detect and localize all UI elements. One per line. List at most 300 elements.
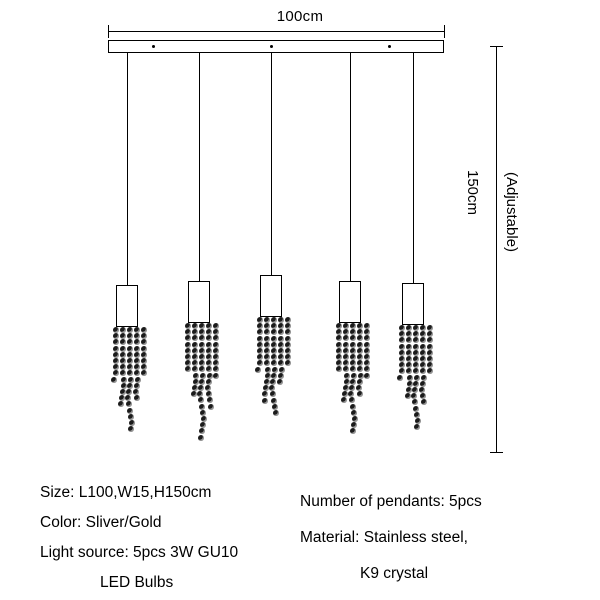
crystal-bead <box>134 352 140 358</box>
crystal-bead <box>406 362 412 368</box>
crystal-bead <box>427 337 433 343</box>
crystal-bead <box>199 379 205 385</box>
crystal-bead <box>134 383 140 389</box>
crystal-bead <box>264 360 270 366</box>
crystal-bead <box>199 354 205 360</box>
crystal-bead <box>427 356 433 362</box>
crystal-bead <box>141 346 147 352</box>
crystal-bead <box>257 329 263 335</box>
crystal-bead <box>199 335 205 341</box>
crystal-bead <box>364 348 370 354</box>
crystal-bead <box>111 377 117 383</box>
crystal-bead <box>349 397 355 403</box>
crystal-bead <box>120 352 126 358</box>
crystal-bead <box>113 352 119 358</box>
crystal-bead <box>192 348 198 354</box>
crystal-bead <box>420 350 426 356</box>
crystal-bead <box>427 325 433 331</box>
crystal-bead <box>343 360 349 366</box>
crystal-bead <box>265 373 271 379</box>
crystal-bead <box>406 356 412 362</box>
crystal-bead <box>206 360 212 366</box>
crystal-bead <box>343 323 349 329</box>
crystal-bead <box>200 410 206 416</box>
crystal-bead <box>421 375 427 381</box>
crystal-bead <box>420 368 426 374</box>
crystal-bead <box>113 346 119 352</box>
crystal-bead <box>397 375 403 381</box>
crystal-bead <box>185 354 191 360</box>
crystal-bead <box>113 364 119 370</box>
crystal-bead <box>269 385 275 391</box>
crystal-bead <box>420 337 426 343</box>
crystal-bead <box>357 360 363 366</box>
crystal-bead <box>264 348 270 354</box>
spec-line: Light source: 5pcs 3W GU10 <box>40 544 239 561</box>
crystal-bead <box>406 325 412 331</box>
ceiling-canopy-plate <box>108 40 444 53</box>
crystal-bead <box>126 401 132 407</box>
crystal-bead <box>364 323 370 329</box>
crystal-bead <box>121 377 127 383</box>
crystal-bead <box>357 329 363 335</box>
crystal-bead <box>206 323 212 329</box>
crystal-bead <box>185 329 191 335</box>
crystal-bead <box>200 373 206 379</box>
crystal-bead <box>406 350 412 356</box>
crystal-bead <box>343 385 349 391</box>
crystal-bead <box>127 383 133 389</box>
crystal-bead <box>263 385 269 391</box>
crystal-bead <box>134 364 140 370</box>
crystal-bead <box>206 366 212 372</box>
spec-line: Size: L100,W15,H150cm <box>40 484 212 501</box>
crystal-bead <box>264 342 270 348</box>
crystal-bead <box>427 368 433 374</box>
crystal-bead <box>185 323 191 329</box>
crystal-bead <box>118 401 124 407</box>
crystal-bead <box>406 331 412 337</box>
crystal-bead <box>278 354 284 360</box>
crystal-bead <box>213 323 219 329</box>
spec-line: K9 crystal <box>360 565 429 582</box>
crystal-bead <box>277 379 283 385</box>
crystal-bead <box>399 344 405 350</box>
crystal-bead <box>278 360 284 366</box>
crystal-bead <box>285 360 291 366</box>
crystal-bead <box>350 348 356 354</box>
crystal-bead <box>420 325 426 331</box>
crystal-bead <box>350 379 356 385</box>
crystal-bead <box>279 367 285 373</box>
spec-line: Number of pendants: 5pcs <box>300 493 482 510</box>
crystal-bead <box>420 362 426 368</box>
crystal-bead <box>349 385 355 391</box>
crystal-bead <box>206 391 212 397</box>
crystal-bead <box>357 354 363 360</box>
crystal-bead <box>344 379 350 385</box>
crystal-bead <box>257 336 263 342</box>
crystal-bead <box>413 356 419 362</box>
crystal-bead <box>199 428 205 434</box>
crystal-bead <box>357 323 363 329</box>
crystal-bead <box>343 329 349 335</box>
crystal-bead <box>262 398 268 404</box>
crystal-bead <box>357 391 363 397</box>
top-dimension-label: 100cm <box>276 8 324 25</box>
crystal-bead <box>208 404 214 410</box>
crystal-bead <box>420 331 426 337</box>
crystal-bead <box>264 336 270 342</box>
crystal-bead <box>127 408 133 414</box>
crystal-bead <box>192 335 198 341</box>
crystal-bead <box>199 348 205 354</box>
crystal-bead <box>257 342 263 348</box>
crystal-bead <box>406 368 412 374</box>
crystal-bead <box>336 354 342 360</box>
crystal-bead <box>357 335 363 341</box>
crystal-bead <box>185 348 191 354</box>
crystal-bead <box>113 333 119 339</box>
crystal-bead <box>192 342 198 348</box>
crystal-bead <box>413 362 419 368</box>
crystal-bead <box>207 373 213 379</box>
crystal-bead <box>192 360 198 366</box>
crystal-bead <box>128 426 134 432</box>
crystal-bead <box>407 375 413 381</box>
crystal-bead <box>285 329 291 335</box>
crystal-bead <box>427 344 433 350</box>
crystal-bead <box>120 339 126 345</box>
right-dimension-cap-bottom <box>490 452 503 453</box>
crystal-bead <box>213 360 219 366</box>
crystal-bead <box>199 404 205 410</box>
crystal-bead <box>415 418 421 424</box>
crystal-bead <box>413 337 419 343</box>
crystal-bead <box>193 373 199 379</box>
specs-right-column <box>300 484 482 592</box>
crystal-bead <box>121 383 127 389</box>
crystal-bead <box>414 375 420 381</box>
crystal-bead <box>264 317 270 323</box>
crystal-bead <box>420 393 426 399</box>
crystal-bead <box>120 327 126 333</box>
crystal-bead <box>351 410 357 416</box>
crystal-bead <box>271 360 277 366</box>
pendant-tube <box>339 281 361 323</box>
crystal-bead <box>120 333 126 339</box>
crystal-bead <box>357 348 363 354</box>
crystal-bead <box>185 360 191 366</box>
crystal-bead <box>206 354 212 360</box>
crystal-bead <box>344 373 350 379</box>
specs-left-column <box>40 478 238 598</box>
crystal-bead <box>257 317 263 323</box>
crystal-bead <box>127 327 133 333</box>
crystal-bead <box>270 391 276 397</box>
crystal-bead <box>405 393 411 399</box>
crystal-bead <box>272 404 278 410</box>
crystal-bead <box>141 364 147 370</box>
crystal-bead <box>255 367 261 373</box>
crystal-bead <box>206 335 212 341</box>
crystal-bead <box>419 387 425 393</box>
crystal-bead <box>141 352 147 358</box>
crystal-bead <box>364 329 370 335</box>
crystal-bead <box>270 379 276 385</box>
crystal-bead <box>127 370 133 376</box>
canopy-mount-dot <box>152 45 155 48</box>
crystal-bead <box>206 379 212 385</box>
crystal-bead <box>199 323 205 329</box>
crystal-bead <box>264 329 270 335</box>
crystal-bead <box>197 391 203 397</box>
crystal-bead <box>336 342 342 348</box>
crystal-bead <box>113 370 119 376</box>
crystal-bead <box>413 325 419 331</box>
crystal-bead <box>206 342 212 348</box>
crystal-bead <box>134 327 140 333</box>
crystal-bead <box>199 366 205 372</box>
crystal-bead <box>113 339 119 345</box>
crystal-bead <box>200 422 206 428</box>
crystal-bead <box>128 377 134 383</box>
crystal-bead <box>420 381 426 387</box>
crystal-bead <box>271 373 277 379</box>
crystal-bead <box>364 360 370 366</box>
crystal-bead <box>264 379 270 385</box>
crystal-bead <box>127 339 133 345</box>
crystal-bead <box>198 385 204 391</box>
crystal-bead <box>257 360 263 366</box>
crystal-bead <box>120 364 126 370</box>
crystal-bead <box>413 381 419 387</box>
crystal-bead <box>191 391 197 397</box>
crystal-bead <box>406 387 412 393</box>
crystal-bead <box>285 336 291 342</box>
crystal-bead <box>192 385 198 391</box>
crystal-bead <box>357 366 363 372</box>
crystal-bead <box>127 333 133 339</box>
crystal-bead <box>399 331 405 337</box>
crystal-bead <box>285 317 291 323</box>
crystal-bead <box>413 331 419 337</box>
crystal-bead <box>192 354 198 360</box>
crystal-bead <box>407 381 413 387</box>
crystal-bead <box>350 342 356 348</box>
crystal-bead <box>271 329 277 335</box>
crystal-bead <box>414 424 420 430</box>
crystal-bead <box>364 342 370 348</box>
pendant-cord <box>271 53 272 275</box>
crystal-bead <box>199 342 205 348</box>
crystal-bead <box>336 329 342 335</box>
spec-line: Material: Stainless steel, <box>300 529 468 546</box>
crystal-bead <box>198 435 204 441</box>
crystal-bead <box>198 397 204 403</box>
crystal-bead <box>271 354 277 360</box>
crystal-bead <box>278 342 284 348</box>
crystal-bead <box>348 391 354 397</box>
crystal-bead <box>350 360 356 366</box>
crystal-bead <box>278 336 284 342</box>
pendant-tube <box>402 283 424 325</box>
crystal-bead <box>120 358 126 364</box>
crystal-bead <box>127 358 133 364</box>
crystal-bead <box>185 335 191 341</box>
crystal-bead <box>342 391 348 397</box>
crystal-bead <box>265 367 271 373</box>
top-dimension-line <box>108 31 444 32</box>
crystal-bead <box>141 327 147 333</box>
crystal-bead <box>343 354 349 360</box>
crystal-bead <box>351 422 357 428</box>
crystal-bead <box>127 352 133 358</box>
top-dimension-tick-left <box>108 25 109 38</box>
crystal-bead <box>336 323 342 329</box>
crystal-bead <box>364 373 370 379</box>
crystal-bead <box>126 389 132 395</box>
crystal-bead <box>128 414 134 420</box>
crystal-bead <box>120 346 126 352</box>
crystal-bead <box>278 329 284 335</box>
crystal-bead <box>399 362 405 368</box>
crystal-bead <box>127 364 133 370</box>
crystal-bead <box>351 373 357 379</box>
crystal-bead <box>213 348 219 354</box>
crystal-bead <box>406 337 412 343</box>
right-dimension-value-label: 150cm <box>464 170 481 216</box>
crystal-bead <box>350 428 356 434</box>
crystal-bead <box>427 331 433 337</box>
crystal-bead <box>257 354 263 360</box>
crystal-bead <box>285 323 291 329</box>
crystal-bead <box>264 323 270 329</box>
crystal-bead <box>213 335 219 341</box>
crystal-bead <box>201 416 207 422</box>
crystal-bead <box>271 317 277 323</box>
crystal-bead <box>134 395 140 401</box>
crystal-bead <box>199 329 205 335</box>
crystal-bead <box>364 335 370 341</box>
crystal-bead <box>357 379 363 385</box>
crystal-bead <box>205 385 211 391</box>
crystal-bead <box>421 399 427 405</box>
crystal-bead <box>141 339 147 345</box>
pendant-tube <box>188 281 210 323</box>
crystal-bead <box>207 397 213 403</box>
crystal-bead <box>406 344 412 350</box>
crystal-bead <box>285 354 291 360</box>
crystal-bead <box>185 366 191 372</box>
crystal-bead <box>135 377 141 383</box>
crystal-bead <box>141 370 147 376</box>
crystal-bead <box>399 350 405 356</box>
crystal-bead <box>341 397 347 403</box>
crystal-bead <box>257 323 263 329</box>
crystal-bead <box>336 348 342 354</box>
crystal-bead <box>356 385 362 391</box>
crystal-bead <box>213 342 219 348</box>
crystal-bead <box>352 416 358 422</box>
crystal-bead <box>127 346 133 352</box>
crystal-bead <box>420 356 426 362</box>
crystal-bead <box>350 354 356 360</box>
crystal-bead <box>336 335 342 341</box>
pendant-cord <box>413 53 414 283</box>
crystal-bead <box>278 348 284 354</box>
crystal-bead <box>427 362 433 368</box>
crystal-bead <box>411 393 417 399</box>
crystal-bead <box>358 373 364 379</box>
crystal-bead <box>278 373 284 379</box>
crystal-bead <box>213 373 219 379</box>
crystal-bead <box>141 358 147 364</box>
crystal-bead <box>350 323 356 329</box>
top-dimension-tick-right <box>444 25 445 38</box>
crystal-bead <box>206 329 212 335</box>
crystal-bead <box>412 399 418 405</box>
crystal-bead <box>364 366 370 372</box>
crystal-bead <box>343 366 349 372</box>
crystal-bead <box>343 335 349 341</box>
crystal-bead <box>350 366 356 372</box>
crystal-bead <box>192 366 198 372</box>
crystal-bead <box>193 379 199 385</box>
crystal-bead <box>271 336 277 342</box>
crystal-bead <box>413 344 419 350</box>
crystal-bead <box>264 354 270 360</box>
crystal-bead <box>278 317 284 323</box>
crystal-bead <box>213 329 219 335</box>
crystal-bead <box>120 370 126 376</box>
crystal-bead <box>285 348 291 354</box>
crystal-bead <box>133 389 139 395</box>
right-dimension-cap-top <box>490 46 503 47</box>
crystal-bead <box>343 348 349 354</box>
crystal-bead <box>414 412 420 418</box>
crystal-bead <box>134 339 140 345</box>
crystal-bead <box>271 348 277 354</box>
pendant-cord <box>350 53 351 281</box>
crystal-bead <box>336 366 342 372</box>
crystal-bead <box>272 367 278 373</box>
crystal-bead <box>357 342 363 348</box>
crystal-bead <box>350 335 356 341</box>
crystal-bead <box>199 360 205 366</box>
crystal-bead <box>420 344 426 350</box>
crystal-bead <box>185 342 191 348</box>
crystal-bead <box>134 358 140 364</box>
crystal-bead <box>413 406 419 412</box>
crystal-bead <box>278 323 284 329</box>
crystal-bead <box>343 342 349 348</box>
crystal-bead <box>399 325 405 331</box>
crystal-bead <box>271 398 277 404</box>
pendant-cord <box>127 53 128 285</box>
crystal-bead <box>399 337 405 343</box>
crystal-bead <box>141 333 147 339</box>
crystal-bead <box>350 329 356 335</box>
crystal-bead <box>350 404 356 410</box>
crystal-bead <box>273 410 279 416</box>
right-dimension-note-label: (Adjustable) <box>503 172 520 253</box>
crystal-bead <box>412 387 418 393</box>
crystal-bead <box>364 354 370 360</box>
pendant-tube <box>116 285 138 327</box>
crystal-bead <box>125 395 131 401</box>
crystal-bead <box>113 358 119 364</box>
